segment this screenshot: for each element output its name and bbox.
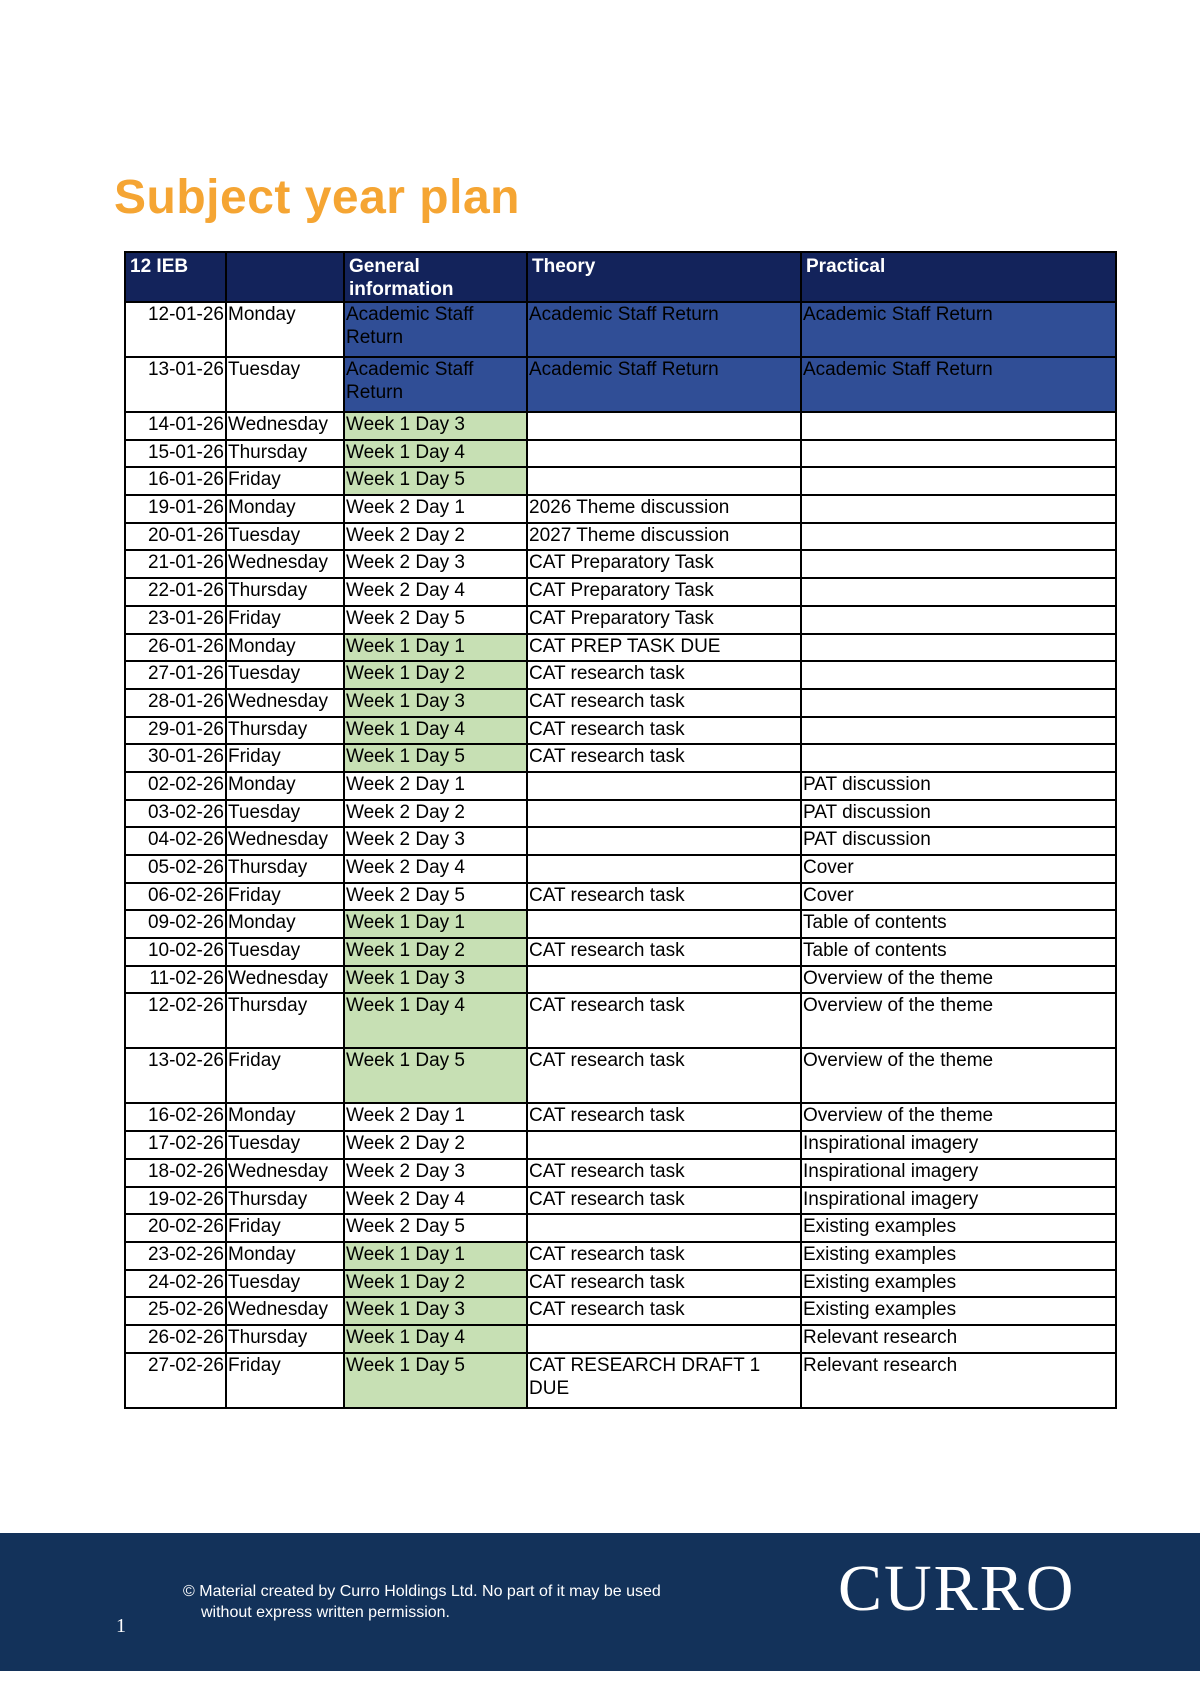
theory-cell: CAT Preparatory Task (527, 550, 801, 578)
date-cell: 09-02-26 (125, 910, 226, 938)
practical-cell: Academic Staff Return (801, 357, 1116, 412)
practical-cell: Inspirational imagery (801, 1159, 1116, 1187)
general-info-cell: Week 1 Day 1 (344, 910, 527, 938)
table-row (125, 440, 1116, 468)
practical-cell (801, 578, 1116, 606)
general-info-cell: Week 1 Day 4 (344, 993, 527, 1048)
table-row (125, 855, 1116, 883)
weekday-cell: Thursday (226, 993, 344, 1048)
practical-cell: Existing examples (801, 1297, 1116, 1325)
date-cell: 15-01-26 (125, 440, 226, 468)
weekday-cell: Wednesday (226, 1159, 344, 1187)
date-cell: 26-01-26 (125, 634, 226, 662)
theory-cell: CAT research task (527, 1159, 801, 1187)
weekday-cell: Tuesday (226, 523, 344, 551)
table-row (125, 1131, 1116, 1159)
practical-cell (801, 717, 1116, 745)
table-row (125, 993, 1116, 1048)
general-info-cell: Week 1 Day 2 (344, 661, 527, 689)
theory-cell (527, 412, 801, 440)
date-cell: 20-01-26 (125, 523, 226, 551)
table-row (125, 661, 1116, 689)
theory-cell: CAT research task (527, 1270, 801, 1298)
weekday-cell: Thursday (226, 1187, 344, 1215)
theory-cell: CAT research task (527, 744, 801, 772)
weekday-cell: Thursday (226, 1325, 344, 1353)
table-row (125, 523, 1116, 551)
table-row (125, 1353, 1116, 1408)
general-info-cell: Week 2 Day 2 (344, 800, 527, 828)
date-cell: 21-01-26 (125, 550, 226, 578)
general-info-cell: Week 1 Day 4 (344, 717, 527, 745)
date-cell: 23-02-26 (125, 1242, 226, 1270)
theory-cell: CAT research task (527, 1297, 801, 1325)
table-row (125, 883, 1116, 911)
page-title: Subject year plan (114, 171, 520, 224)
date-cell: 23-01-26 (125, 606, 226, 634)
table-row (125, 1187, 1116, 1215)
general-info-cell: Week 1 Day 3 (344, 412, 527, 440)
theory-cell (527, 772, 801, 800)
table-row (125, 689, 1116, 717)
weekday-cell: Tuesday (226, 661, 344, 689)
practical-cell: Table of contents (801, 910, 1116, 938)
theory-cell: CAT Preparatory Task (527, 606, 801, 634)
date-cell: 16-01-26 (125, 467, 226, 495)
copyright-line-1: © Material created by Curro Holdings Ltd. No part of it may be used (183, 1583, 661, 1600)
weekday-cell: Friday (226, 1353, 344, 1408)
date-cell: 30-01-26 (125, 744, 226, 772)
general-info-cell: Week 2 Day 1 (344, 1103, 527, 1131)
date-cell: 03-02-26 (125, 800, 226, 828)
table-row (125, 744, 1116, 772)
weekday-cell: Tuesday (226, 800, 344, 828)
general-info-cell: Week 1 Day 5 (344, 744, 527, 772)
general-info-cell: Week 2 Day 5 (344, 1214, 527, 1242)
weekday-cell: Monday (226, 1242, 344, 1270)
date-cell: 14-01-26 (125, 412, 226, 440)
date-cell: 25-02-26 (125, 1297, 226, 1325)
theory-cell: CAT Preparatory Task (527, 578, 801, 606)
header-grade: 12 IEB (125, 252, 226, 302)
theory-cell: CAT research task (527, 661, 801, 689)
theory-cell: CAT RESEARCH DRAFT 1 DUE (527, 1353, 801, 1408)
practical-cell: PAT discussion (801, 800, 1116, 828)
weekday-cell: Wednesday (226, 1297, 344, 1325)
practical-cell (801, 550, 1116, 578)
weekday-cell: Tuesday (226, 938, 344, 966)
general-info-cell: Week 2 Day 4 (344, 1187, 527, 1215)
theory-cell: Academic Staff Return (527, 357, 801, 412)
weekday-cell: Monday (226, 772, 344, 800)
weekday-cell: Monday (226, 634, 344, 662)
practical-cell: Academic Staff Return (801, 302, 1116, 357)
weekday-cell: Friday (226, 883, 344, 911)
weekday-cell: Monday (226, 495, 344, 523)
general-info-cell: Academic Staff Return (344, 302, 527, 357)
table-row (125, 1242, 1116, 1270)
general-info-cell: Week 2 Day 2 (344, 523, 527, 551)
practical-cell (801, 661, 1116, 689)
table-row (125, 800, 1116, 828)
table-row (125, 938, 1116, 966)
table-row (125, 550, 1116, 578)
theory-cell: Academic Staff Return (527, 302, 801, 357)
table-row (125, 1270, 1116, 1298)
practical-cell: Overview of the theme (801, 966, 1116, 994)
theory-cell: CAT research task (527, 938, 801, 966)
practical-cell (801, 412, 1116, 440)
weekday-cell: Wednesday (226, 966, 344, 994)
general-info-cell: Week 2 Day 2 (344, 1131, 527, 1159)
practical-cell: PAT discussion (801, 827, 1116, 855)
weekday-cell: Monday (226, 1103, 344, 1131)
general-info-cell: Week 1 Day 3 (344, 1297, 527, 1325)
date-cell: 19-02-26 (125, 1187, 226, 1215)
practical-cell: PAT discussion (801, 772, 1116, 800)
weekday-cell: Friday (226, 606, 344, 634)
theory-cell: CAT research task (527, 993, 801, 1048)
theory-cell: CAT research task (527, 1187, 801, 1215)
weekday-cell: Monday (226, 910, 344, 938)
table-row (125, 1103, 1116, 1131)
table-row (125, 1325, 1116, 1353)
general-info-cell: Week 1 Day 5 (344, 467, 527, 495)
header-general-information: General information (344, 252, 527, 302)
weekday-cell: Thursday (226, 440, 344, 468)
theory-cell (527, 1214, 801, 1242)
theory-cell: 2027 Theme discussion (527, 523, 801, 551)
theory-cell (527, 827, 801, 855)
general-info-cell: Week 1 Day 3 (344, 689, 527, 717)
date-cell: 20-02-26 (125, 1214, 226, 1242)
weekday-cell: Thursday (226, 717, 344, 745)
weekday-cell: Tuesday (226, 1131, 344, 1159)
table-header-row (125, 252, 1116, 302)
practical-cell (801, 689, 1116, 717)
theory-cell: CAT research task (527, 883, 801, 911)
date-cell: 13-01-26 (125, 357, 226, 412)
weekday-cell: Thursday (226, 578, 344, 606)
weekday-cell: Tuesday (226, 357, 344, 412)
copyright-notice (183, 1581, 743, 1623)
practical-cell: Existing examples (801, 1270, 1116, 1298)
year-plan-table (124, 251, 1117, 1409)
date-cell: 11-02-26 (125, 966, 226, 994)
general-info-cell: Week 2 Day 5 (344, 883, 527, 911)
practical-cell (801, 606, 1116, 634)
header-day (226, 252, 344, 302)
date-cell: 10-02-26 (125, 938, 226, 966)
practical-cell (801, 467, 1116, 495)
weekday-cell: Wednesday (226, 412, 344, 440)
date-cell: 19-01-26 (125, 495, 226, 523)
date-cell: 12-02-26 (125, 993, 226, 1048)
general-info-cell: Week 2 Day 5 (344, 606, 527, 634)
table-row (125, 1048, 1116, 1103)
general-info-cell: Week 2 Day 1 (344, 495, 527, 523)
curro-logo: CURRO (838, 1552, 1076, 1625)
table-row (125, 467, 1116, 495)
weekday-cell: Friday (226, 744, 344, 772)
weekday-cell: Friday (226, 467, 344, 495)
table-row (125, 302, 1116, 357)
practical-cell: Cover (801, 855, 1116, 883)
header-practical: Practical (801, 252, 1116, 302)
practical-cell: Cover (801, 883, 1116, 911)
general-info-cell: Week 1 Day 5 (344, 1048, 527, 1103)
practical-cell: Inspirational imagery (801, 1131, 1116, 1159)
date-cell: 17-02-26 (125, 1131, 226, 1159)
date-cell: 18-02-26 (125, 1159, 226, 1187)
general-info-cell: Week 2 Day 4 (344, 578, 527, 606)
table-row (125, 772, 1116, 800)
table-body (125, 302, 1116, 1408)
general-info-cell: Week 1 Day 4 (344, 1325, 527, 1353)
theory-cell (527, 467, 801, 495)
practical-cell (801, 634, 1116, 662)
theory-cell (527, 910, 801, 938)
practical-cell: Table of contents (801, 938, 1116, 966)
theory-cell: CAT research task (527, 1048, 801, 1103)
weekday-cell: Friday (226, 1048, 344, 1103)
practical-cell: Existing examples (801, 1242, 1116, 1270)
general-info-cell: Week 2 Day 1 (344, 772, 527, 800)
practical-cell: Overview of the theme (801, 1103, 1116, 1131)
practical-cell (801, 495, 1116, 523)
theory-cell (527, 440, 801, 468)
general-info-cell: Week 1 Day 1 (344, 634, 527, 662)
table-row (125, 1159, 1116, 1187)
table-row (125, 495, 1116, 523)
table-row (125, 634, 1116, 662)
general-info-cell: Week 2 Day 3 (344, 1159, 527, 1187)
date-cell: 02-02-26 (125, 772, 226, 800)
date-cell: 22-01-26 (125, 578, 226, 606)
theory-cell: 2026 Theme discussion (527, 495, 801, 523)
general-info-cell: Week 1 Day 2 (344, 1270, 527, 1298)
theory-cell (527, 800, 801, 828)
date-cell: 13-02-26 (125, 1048, 226, 1103)
general-info-cell: Week 2 Day 4 (344, 855, 527, 883)
date-cell: 27-01-26 (125, 661, 226, 689)
theory-cell (527, 855, 801, 883)
general-info-cell: Week 2 Day 3 (344, 550, 527, 578)
date-cell: 24-02-26 (125, 1270, 226, 1298)
table-row (125, 1297, 1116, 1325)
date-cell: 27-02-26 (125, 1353, 226, 1408)
general-info-cell: Week 1 Day 1 (344, 1242, 527, 1270)
date-cell: 29-01-26 (125, 717, 226, 745)
weekday-cell: Wednesday (226, 827, 344, 855)
date-cell: 04-02-26 (125, 827, 226, 855)
theory-cell: CAT PREP TASK DUE (527, 634, 801, 662)
practical-cell (801, 523, 1116, 551)
date-cell: 26-02-26 (125, 1325, 226, 1353)
table-row (125, 357, 1116, 412)
theory-cell: CAT research task (527, 689, 801, 717)
theory-cell (527, 966, 801, 994)
theory-cell: CAT research task (527, 1103, 801, 1131)
general-info-cell: Week 1 Day 5 (344, 1353, 527, 1408)
general-info-cell: Week 2 Day 3 (344, 827, 527, 855)
date-cell: 06-02-26 (125, 883, 226, 911)
weekday-cell: Friday (226, 1214, 344, 1242)
table-row (125, 578, 1116, 606)
practical-cell (801, 744, 1116, 772)
practical-cell: Relevant research (801, 1325, 1116, 1353)
practical-cell: Existing examples (801, 1214, 1116, 1242)
theory-cell: CAT research task (527, 1242, 801, 1270)
general-info-cell: Week 1 Day 4 (344, 440, 527, 468)
weekday-cell: Monday (226, 302, 344, 357)
page-number: 1 (116, 1615, 126, 1637)
theory-cell (527, 1325, 801, 1353)
weekday-cell: Wednesday (226, 689, 344, 717)
practical-cell (801, 440, 1116, 468)
general-info-cell: Week 1 Day 2 (344, 938, 527, 966)
theory-cell (527, 1131, 801, 1159)
theory-cell: CAT research task (527, 717, 801, 745)
practical-cell: Overview of the theme (801, 993, 1116, 1048)
weekday-cell: Thursday (226, 855, 344, 883)
weekday-cell: Tuesday (226, 1270, 344, 1298)
table-row (125, 606, 1116, 634)
practical-cell: Inspirational imagery (801, 1187, 1116, 1215)
general-info-cell: Academic Staff Return (344, 357, 527, 412)
table-row (125, 827, 1116, 855)
table-row (125, 1214, 1116, 1242)
table-row (125, 717, 1116, 745)
practical-cell: Relevant research (801, 1353, 1116, 1408)
date-cell: 28-01-26 (125, 689, 226, 717)
table-row (125, 966, 1116, 994)
practical-cell: Overview of the theme (801, 1048, 1116, 1103)
general-info-cell: Week 1 Day 3 (344, 966, 527, 994)
table-row (125, 910, 1116, 938)
table-row (125, 412, 1116, 440)
copyright-line-2: without express written permission. (201, 1604, 450, 1621)
weekday-cell: Wednesday (226, 550, 344, 578)
date-cell: 12-01-26 (125, 302, 226, 357)
date-cell: 16-02-26 (125, 1103, 226, 1131)
date-cell: 05-02-26 (125, 855, 226, 883)
header-theory: Theory (527, 252, 801, 302)
